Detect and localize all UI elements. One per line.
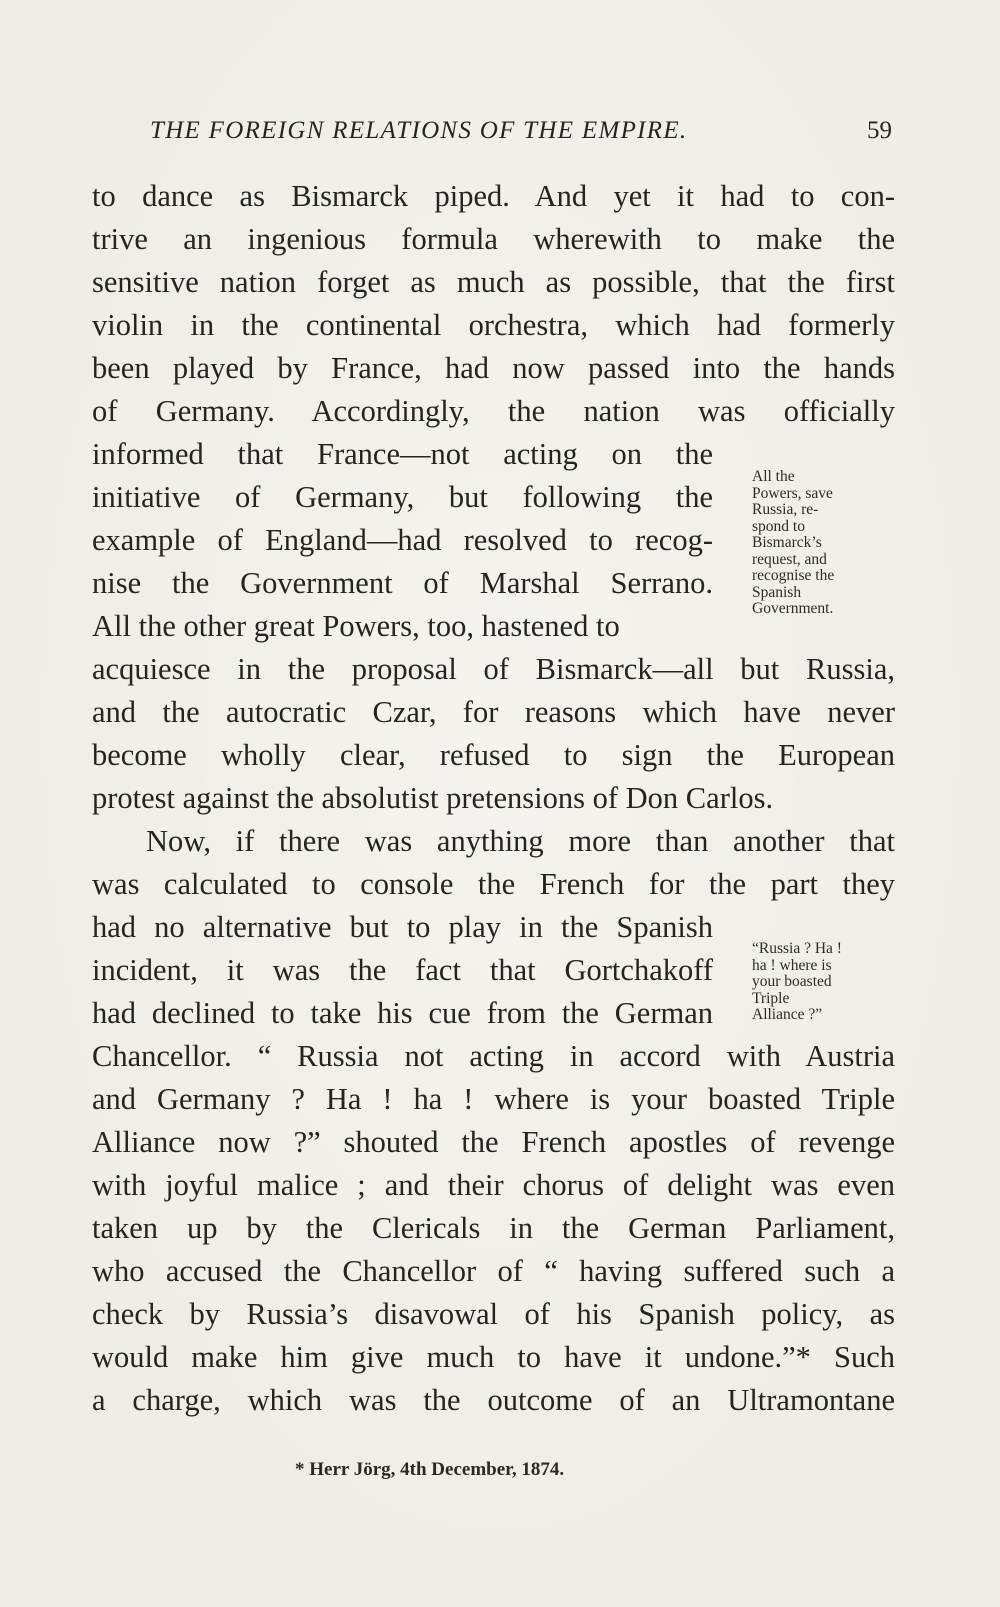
body-line: incident, it was the fact that Gortchakoff (92, 953, 713, 987)
running-title: THE FOREIGN RELATIONS OF THE EMPIRE. (150, 117, 688, 144)
body-line: example of England—had resolved to recog- (92, 523, 713, 557)
body-line: would make him give much to have it undone.”* Such (92, 1340, 895, 1374)
margin-note-line: Russia, re- (752, 501, 819, 518)
body-line: protest against the absolutist pretensions of Don Carlos. (92, 781, 774, 815)
margin-note-line: spond to (752, 517, 805, 535)
margin-note-line: request, and (752, 550, 827, 568)
body-line: trive an ingenious formula wherewith to make the (92, 222, 895, 256)
body-line: nise the Government of Marshal Serrano. (92, 566, 713, 600)
body-line: been played by France, had now passed into the hands (92, 351, 895, 385)
paragraph-first-line: Now, if there was anything more than another that (146, 824, 895, 858)
body-line: informed that France—not acting on the (92, 437, 713, 471)
margin-note-line: Triple (752, 989, 790, 1007)
body-line: had no alternative but to play in the Spanish (92, 910, 713, 944)
body-line: initiative of Germany, but following the (92, 480, 713, 514)
margin-note-russia (752, 941, 842, 1024)
body-line: of Germany. Accordingly, the nation was officially (92, 394, 895, 428)
body-line: to dance as Bismarck piped. And yet it had to con- (92, 179, 895, 213)
margin-note-line: Bismarck’s (752, 534, 822, 551)
margin-note-line: Powers, save (752, 484, 833, 502)
body-line: All the other great Powers, too, hastened to (92, 609, 620, 643)
body-line: check by Russia’s disavowal of his Spanish policy, as (92, 1297, 895, 1331)
margin-note-line: Government. (752, 600, 834, 617)
body-line: taken up by the Clericals in the German Parliament, (92, 1211, 895, 1245)
margin-note-line: recognise the (752, 567, 835, 584)
body-line: Alliance now ?” shouted the French apostles of revenge (92, 1125, 895, 1159)
body-line: with joyful malice ; and their chorus of delight was even (92, 1168, 895, 1202)
margin-note-line: All the (752, 468, 795, 485)
body-line: was calculated to console the French for the part they (92, 867, 895, 901)
margin-note-powers (752, 469, 834, 618)
margin-note-line: ha ! where is (752, 956, 832, 974)
margin-note-line: Spanish (752, 583, 802, 601)
body-line: had declined to take his cue from the German (92, 996, 713, 1030)
footnote: * Herr Jörg, 4th December, 1874. (295, 1459, 565, 1480)
body-line: Chancellor. “ Russia not acting in accord with Austria (92, 1039, 895, 1073)
margin-note-line: your boasted (752, 973, 832, 990)
body-line: acquiesce in the proposal of Bismarck—all but Russia, (92, 652, 895, 686)
margin-note-line: Alliance ?” (752, 1006, 823, 1023)
body-line: and Germany ? Ha ! ha ! where is your boasted Triple (92, 1082, 895, 1116)
body-line: become wholly clear, refused to sign the European (92, 738, 895, 772)
body-line: a charge, which was the outcome of an Ultramontane (92, 1383, 895, 1417)
body-line: violin in the continental orchestra, which had formerly (92, 308, 895, 342)
margin-note-line: “Russia ? Ha ! (752, 940, 842, 957)
body-line: sensitive nation forget as much as possible, that the first (92, 265, 895, 299)
page-number: 59 (867, 117, 892, 144)
body-line: and the autocratic Czar, for reasons which have never (92, 695, 895, 729)
body-line: who accused the Chancellor of “ having suffered such a (92, 1254, 895, 1288)
